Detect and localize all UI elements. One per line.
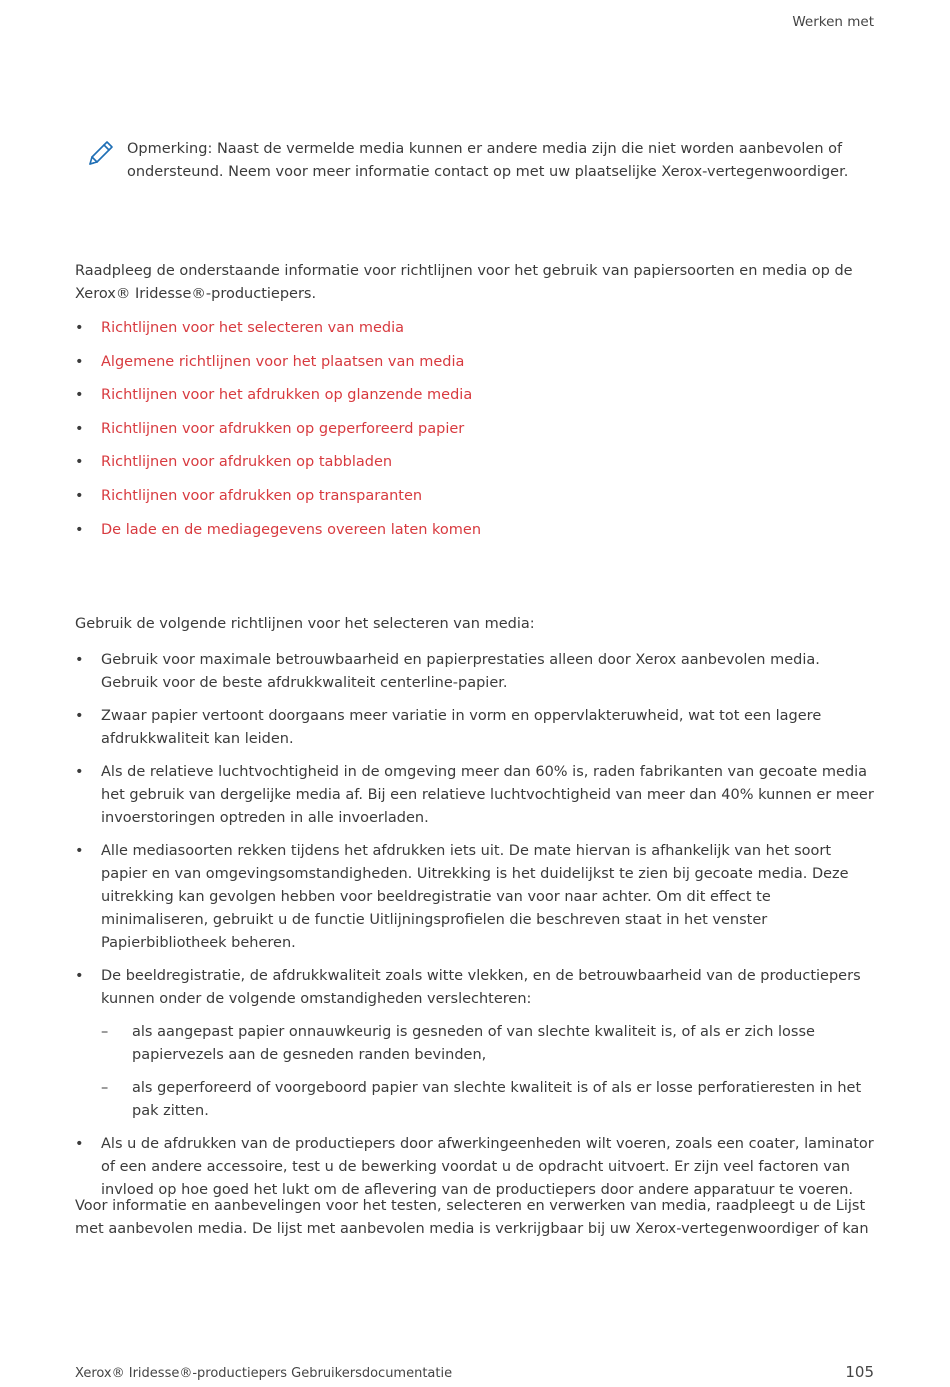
bullet: •	[75, 387, 84, 404]
topic-link-loading-media[interactable]: Algemene richtlijnen voor het plaatsen van media	[101, 353, 465, 370]
dash: –	[101, 1024, 109, 1040]
list-item	[75, 485, 865, 519]
list-item	[75, 351, 865, 385]
intro-paragraph: Raadpleeg de onderstaande informatie voor richtlijnen voor het gebruik van papiersoorten en media op de Xerox® Iridesse®-productiepers.	[75, 263, 853, 302]
bullet: •	[75, 764, 84, 780]
bullet: •	[75, 968, 84, 984]
list-item	[75, 705, 875, 751]
list-item	[75, 1133, 875, 1202]
dash: –	[101, 1080, 109, 1096]
list-item	[75, 840, 875, 955]
selection-rules-list	[75, 649, 875, 1212]
running-header: Werken met	[792, 14, 874, 30]
sub-rule-text: als geperforeerd of voorgeboord papier van slechte kwaliteit is of als er losse perforatieresten in het pak zitten.	[132, 1080, 862, 1119]
list-item	[75, 317, 865, 351]
bullet: •	[75, 521, 84, 538]
topic-link-tab-stock[interactable]: Richtlijnen voor afdrukken op tabbladen	[101, 454, 393, 471]
rule-text: De beeldregistratie, de afdrukkwaliteit zoals witte vlekken, en de betrouwbaarheid van de productiepers kunnen onder de volgende omstandigheden verslechteren:	[101, 968, 861, 1007]
pencil-icon	[86, 138, 116, 168]
list-item	[75, 649, 875, 695]
bullet: •	[75, 1136, 84, 1152]
bullet: •	[75, 652, 84, 668]
note-text: Opmerking: Naast de vermelde media kunnen er andere media zijn die niet worden aanbevolen of ondersteund. Neem voor meer informatie contact op met uw plaatselijke Xerox-vertegenwoordiger.	[127, 141, 849, 180]
bullet: •	[75, 454, 84, 471]
list-item	[75, 761, 875, 830]
list-item	[75, 519, 865, 553]
rule-text: Gebruik voor maximale betrouwbaarheid en papierprestaties alleen door Xerox aanbevolen media. Gebruik voor de beste afdrukkwaliteit centerline-papier.	[101, 652, 820, 691]
bullet: •	[75, 320, 84, 336]
list-item	[75, 384, 865, 418]
rule-text: Als u de afdrukken van de productiepers door afwerkingeenheden wilt voeren, zoals een coater, laminator of een andere accessoire, test u de bewerking voordat u de opdracht uitvoert. Er zijn veel factoren van invloed op hoe goed het lukt om de aflevering van de productiepers door andere apparatuur te voeren.	[101, 1136, 874, 1198]
topic-link-selecting-media[interactable]: Richtlijnen voor het selecteren van media	[101, 320, 405, 336]
bullet: •	[75, 353, 84, 370]
topic-link-list	[75, 317, 865, 552]
bullet: •	[75, 843, 84, 859]
sub-list-item	[101, 1021, 875, 1067]
bullet: •	[75, 420, 84, 437]
selection-intro: Gebruik de volgende richtlijnen voor het selecteren van media:	[75, 616, 535, 632]
conditions-sublist	[101, 1021, 875, 1123]
topic-link-glossy-media[interactable]: Richtlijnen voor het afdrukken op glanzende media	[101, 387, 473, 404]
rule-text: Alle mediasoorten rekken tijdens het afdrukken iets uit. De mate hiervan is afhankelijk van het soort papier en van omgevingsomstandigheden. Uitrekking is het duidelijkst te zien bij gecoate media. Deze uitrekking kan gevolgen hebben voor beeldregistratie van voor naar achter. Om dit effect te minimaliseren, gebruikt u de functie Uitlijningsprofielen die beschreven staat in het venster Papierbibliotheek beheren.	[101, 843, 849, 951]
rule-text: Zwaar papier vertoont doorgaans meer variatie in vorm en oppervlakteruwheid, wat tot een lagere afdrukkwaliteit kan leiden.	[101, 708, 822, 747]
footer-document-title: Xerox® Iridesse®-productiepers Gebruikersdocumentatie	[75, 1366, 453, 1381]
topic-link-perforated-paper[interactable]: Richtlijnen voor afdrukken op geperforeerd papier	[101, 420, 465, 437]
topic-link-transparencies[interactable]: Richtlijnen voor afdrukken op transparanten	[101, 487, 423, 504]
page-number: 105	[845, 1363, 874, 1381]
rule-text: Als de relatieve luchtvochtigheid in de omgeving meer dan 60% is, raden fabrikanten van gecoate media het gebruik van dergelijke media af. Bij een relatieve luchtvochtigheid van meer dan 40% kunnen er meer invoerstoringen optreden in alle invoerladen.	[101, 764, 874, 826]
list-item	[75, 451, 865, 485]
sub-list-item	[101, 1077, 875, 1123]
list-item	[75, 418, 865, 452]
closing-paragraph: Voor informatie en aanbevelingen voor het testen, selecteren en verwerken van media, raadpleegt u de Lijst met aanbevolen media. De lijst met aanbevolen media is verkrijgbaar bij uw Xerox-vertegenwoordiger of kan	[75, 1198, 869, 1237]
sub-rule-text: als aangepast papier onnauwkeurig is gesneden of van slechte kwaliteit is, of als er zich losse papiervezels aan de gesneden randen bevinden,	[132, 1024, 815, 1063]
topic-link-tray-media-match[interactable]: De lade en de mediagegevens overeen laten komen	[101, 521, 482, 538]
bullet: •	[75, 487, 84, 504]
list-item	[75, 965, 875, 1123]
bullet: •	[75, 708, 84, 724]
